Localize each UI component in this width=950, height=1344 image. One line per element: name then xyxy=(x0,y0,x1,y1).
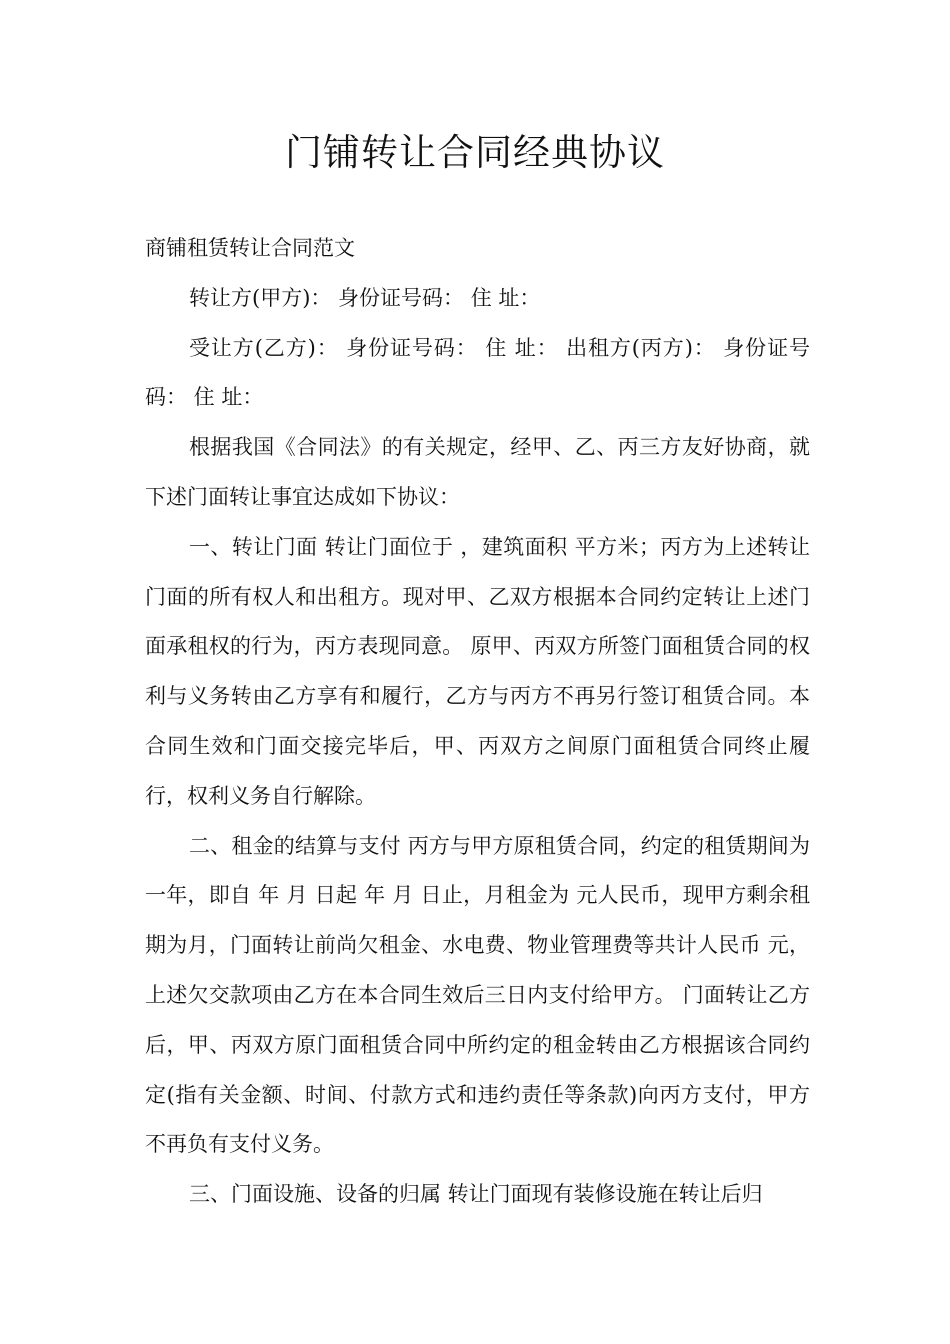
paragraph-preamble: 根据我国《合同法》的有关规定，经甲、乙、丙三方友好协商，就下述门面转让事宜达成如下协议： xyxy=(145,435,810,509)
document-body xyxy=(145,224,810,1220)
paragraph-clause-1: 一、转让门面 转让门面位于 ，建筑面积 平方米；丙方为上述转让门面的所有权人和出租方。现对甲、乙双方根据本合同约定转让上述门面承租权的行为，丙方表现同意。 原甲、丙双方所签门面租赁合同的权利与义务转由乙方享有和履行，乙方与丙方不再另行签订租赁合同。本合同生效和门面交接完毕后，甲、丙双方之间原门面租赁合同终止履行，权利义务自行解除。 xyxy=(145,534,810,808)
paragraph-transferor: 转让方(甲方)： 身份证号码： 住 址： xyxy=(189,285,541,310)
document-subtitle: 商铺租赁转让合同范文 xyxy=(145,236,355,260)
paragraph-clause-2: 二、租金的结算与支付 丙方与甲方原租赁合同，约定的租赁期间为一年，即自 年 月 日起 年 月 日止，月租金为 元人民币，现甲方剩余租期为月，门面转让前尚欠租金、水电费、物业管理费等共计人民币 元，上述欠交款项由乙方在本合同生效后三日内支付给甲方。 门面转让乙方后，甲、丙双方原门面租赁合同中所约定的租金转由乙方根据该合同约定(指有关金额、时间、付款方式和违约责任等条款)向丙方支付，甲方不再负有支付义务。 xyxy=(145,833,810,1157)
paragraph-transferee-lessor: 受让方(乙方)： 身份证号码： 住 址： 出租方(丙方)： 身份证号码： 住 址： xyxy=(145,335,810,410)
paragraph-clause-3: 三、门面设施、设备的归属 转让门面现有装修设施在转让后归 xyxy=(189,1182,763,1207)
document-title: 门铺转让合同经典协议 xyxy=(285,131,665,174)
